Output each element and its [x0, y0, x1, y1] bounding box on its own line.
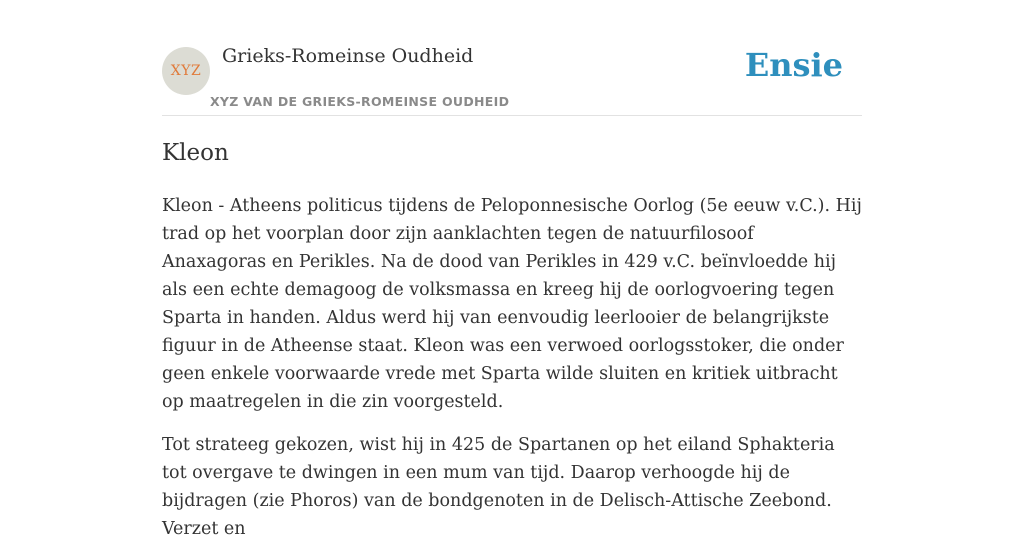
content-container [162, 0, 862, 539]
site-header [162, 0, 862, 116]
article-paragraph: Kleon - Atheens politicus tijdens de Peloponnesische Oorlog (5e eeuw v.C.). Hij trad op het voorplan door zijn aanklachten tegen de natuurfilosoof Anaxagoras en Perikles. Na de dood van Perikles in 429 v.C. beïnvloedde hij als een echte demagoog de volksmassa en kreeg hij de oorlogvoering tegen Sparta in handen. Aldus werd hij van eenvoudig leerlooier de belangrijkste figuur in de Atheense staat. Kleon was een verwoed oorlogsstoker, die onder geen enkele voorwaarde vrede met Sparta wilde sluiten en kritiek uitbracht op maatregelen in die zin voorgesteld. [162, 196, 862, 412]
avatar-text: XYZ [170, 63, 202, 79]
avatar[interactable] [162, 47, 210, 95]
site-name-link[interactable]: Grieks-Romeinse Oudheid [222, 45, 474, 67]
article-body [162, 192, 862, 558]
brand-logo-link[interactable]: Ensie [744, 46, 843, 84]
article-paragraph: Tot strateeg gekozen, wist hij in 425 de Spartanen op het eiland Sphakteria tot overgave te dwingen in een mum van tijd. Daarop verhoogde hij de bijdragen (zie Phoros) van de bondgenoten in de Delisch-Attische Zeebond. Verzet en [162, 435, 835, 539]
article-title: Kleon [162, 140, 229, 166]
site-subtitle: XYZ VAN DE GRIEKS-ROMEINSE OUDHEID [210, 94, 510, 109]
